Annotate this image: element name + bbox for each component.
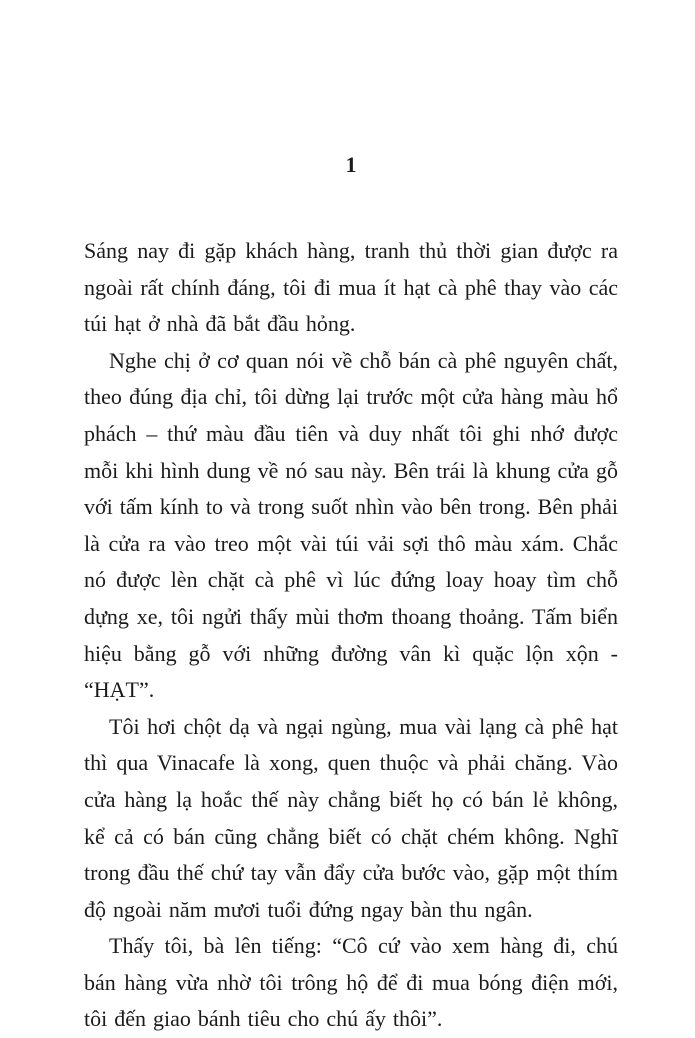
- text-block: [84, 0, 618, 1038]
- chapter-number: 1: [345, 152, 357, 177]
- paragraph: Sáng nay đi gặp khách hàng, tranh thủ thời gian được ra ngoài rất chính đáng, tôi đi mua ít hạt cà phê thay vào các túi hạt ở nhà đã bắt đầu hỏng.: [84, 238, 618, 337]
- paragraph: Tôi hơi chột dạ và ngại ngùng, mua vài lạng cà phê hạt thì qua Vinacafe là xong, quen thuộc và phải chăng. Vào cửa hàng lạ hoắc thế này chẳng biết họ có bán lẻ không, kể cả có bán cũng chẳng biết có chặt chém không. Nghĩ trong đầu thế chứ tay vẫn đẩy cửa bước vào, gặp một thím độ ngoài năm mươi tuổi đứng ngay bàn thu ngân.: [84, 713, 618, 922]
- paragraph: Nghe chị ở cơ quan nói về chỗ bán cà phê nguyên chất, theo đúng địa chỉ, tôi dừng lại trước một cửa hàng màu hổ phách – thứ màu đầu tiên và duy nhất tôi ghi nhớ được mỗi khi hình dung về nó sau này. Bên trái là khung cửa gỗ với tấm kính to và trong suốt nhìn vào bên trong. Bên phải là cửa ra vào treo một vài túi vải sợi thô màu xám. Chắc nó được lèn chặt cà phê vì lúc đứng loay hoay tìm chỗ dựng xe, tôi ngửi thấy mùi thơm thoang thoảng. Tấm biển hiệu bằng gỗ với những đường vân kì quặc lộn xộn - “HẠT”.: [84, 347, 618, 703]
- paragraph: Thấy tôi, bà lên tiếng: “Cô cứ vào xem hàng đi, chú bán hàng vừa nhờ tôi trông hộ để đi mua bóng điện mới, tôi đến giao bánh tiêu cho chú ấy thôi”.: [84, 933, 618, 1032]
